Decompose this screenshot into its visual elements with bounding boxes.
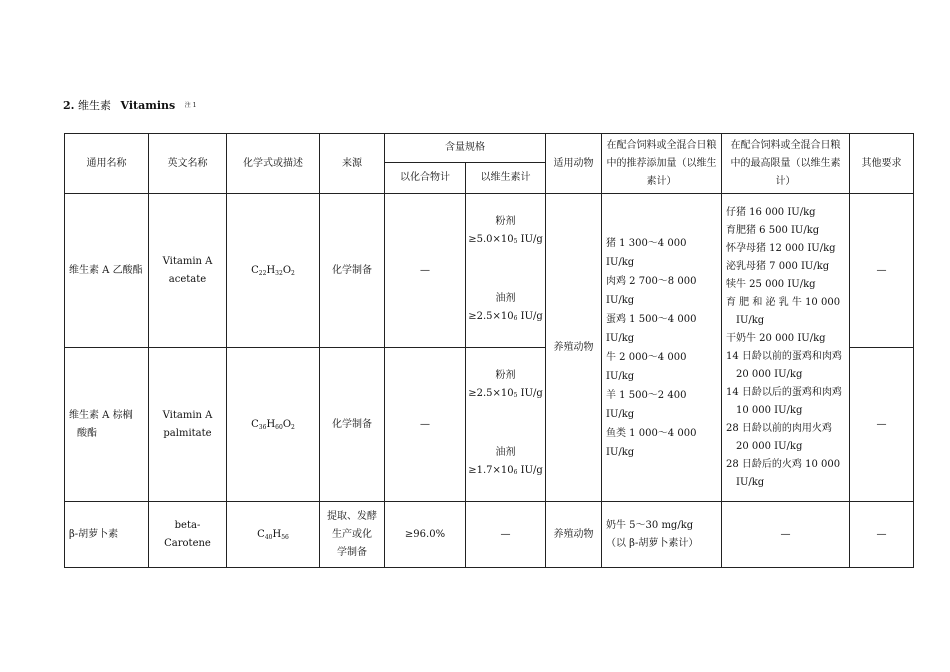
powder-exponent: 5 (513, 238, 518, 246)
dose-item: 鱼类 1 000～4 000 IU/kg (606, 427, 697, 458)
oil-unit: IU/g (517, 464, 543, 476)
powder-value: ≥2.5×10 (468, 388, 514, 400)
limit-item: 泌乳母猪 7 000 IU/kg (726, 260, 830, 272)
vitamin-content-cell (466, 194, 546, 348)
header-as-vitamin: 以维生素计 (466, 163, 546, 194)
dose-item: 肉鸡 2 700～8 000 IU/kg (606, 275, 697, 306)
other-cell: — (850, 194, 914, 348)
limit-item: 20 000 IU/kg (736, 440, 803, 452)
en-name-line-2: palmitate (163, 427, 212, 439)
dose-item: 牛 2 000～4 000 IU/kg (606, 351, 687, 382)
section-note: 注 1 (184, 102, 197, 109)
formula-o-sub: 2 (291, 423, 295, 431)
cn-name-cell: 维生素 A 乙酸酯 (65, 194, 149, 348)
en-name-cell: beta-Carotene (149, 502, 227, 568)
compound-cell: — (385, 194, 466, 348)
oil-unit: IU/g (517, 310, 543, 322)
en-name-line-1: Vitamin A (162, 409, 213, 421)
vitamin-a-doses-cell (602, 194, 722, 502)
dose-cell (602, 502, 722, 568)
compound-cell: ≥96.0% (385, 502, 466, 568)
limit-cell: — (722, 502, 850, 568)
header-max-limit: 在配合饲料或全混合日粮中的最高限量（以维生素计） (722, 134, 850, 194)
section-title-en: Vitamins (120, 99, 176, 112)
formula-h-sub: 60 (275, 423, 283, 431)
formula-h: H (266, 264, 276, 276)
source-line-3: 学制备 (337, 546, 367, 558)
source-line-2: 生产或化 (332, 528, 372, 540)
vitamin-content-cell (466, 348, 546, 502)
formula-h: H (272, 528, 282, 540)
vitamin-content-cell: — (466, 502, 546, 568)
formula-h: H (266, 418, 276, 430)
source-cell: 化学制备 (320, 348, 385, 502)
source-cell (320, 502, 385, 568)
formula-o: O (282, 418, 292, 430)
animals-cell: 养殖动物 (546, 502, 602, 568)
section-number: 2. (63, 99, 75, 112)
limit-item: IU/kg (736, 476, 765, 488)
en-name-line-1: Vitamin A (162, 255, 213, 267)
formula-h-sub: 32 (275, 269, 283, 277)
powder-label: 粉剂 (495, 370, 516, 382)
limit-item: 怀孕母猪 12 000 IU/kg (726, 242, 836, 254)
powder-exponent: 5 (513, 392, 518, 400)
header-as-compound: 以化合物计 (385, 163, 466, 194)
limit-item: 28 日龄后的火鸡 10 000 (726, 458, 841, 470)
section-title-cn: 维生素 (77, 99, 111, 112)
header-source: 来源 (320, 134, 385, 194)
powder-spec (466, 231, 545, 251)
formula-h-sub: 56 (281, 533, 289, 541)
dose-item: 猪 1 300～4 000 IU/kg (606, 237, 687, 268)
limit-item: 14 日龄以后的蛋鸡和肉鸡 (726, 386, 842, 398)
dose-item: 蛋鸡 1 500～4 000 IU/kg (606, 313, 697, 344)
source-cell: 化学制备 (320, 194, 385, 348)
limit-item: 20 000 IU/kg (736, 368, 803, 380)
cn-name-line-1: 维生素 A 棕榈 (69, 409, 133, 421)
oil-exponent: 6 (513, 468, 518, 476)
source-line-1: 提取、发酵 (327, 510, 377, 522)
header-recommended: 在配合饲料或全混合日粮中的推荐添加量（以维生素计） (602, 134, 722, 194)
limit-item: 犊牛 25 000 IU/kg (726, 278, 816, 290)
cn-name-line-2: 酸酯 (77, 427, 97, 439)
formula-c-sub: 36 (258, 423, 267, 431)
dose-item: 羊 1 500～2 400 IU/kg (606, 389, 687, 420)
vitamin-a-limits-cell (722, 194, 850, 502)
other-cell: — (850, 502, 914, 568)
oil-label: 油剂 (495, 446, 516, 458)
en-name-line-2: acetate (168, 273, 207, 285)
dose-line-1: 奶牛 5～30 mg/kg (606, 519, 694, 531)
cn-name-cell: β-胡萝卜素 (65, 502, 149, 568)
formula-c: C (251, 418, 259, 430)
section-heading (63, 99, 196, 113)
header-row-1 (65, 134, 914, 163)
formula-o: O (282, 264, 292, 276)
powder-spec (466, 385, 545, 405)
formula-cell (227, 348, 320, 502)
cn-name-cell (65, 348, 149, 502)
header-animals: 适用动物 (546, 134, 602, 194)
powder-unit: IU/g (517, 234, 543, 246)
formula-c: C (251, 264, 259, 276)
compound-cell: — (385, 348, 466, 502)
vitamin-spec-table (64, 133, 914, 568)
en-name-cell (149, 348, 227, 502)
en-name-cell (149, 194, 227, 348)
limit-item: 28 日龄以前的肉用火鸡 (726, 422, 832, 434)
header-formula: 化学式或描述 (227, 134, 320, 194)
powder-label: 粉剂 (495, 216, 516, 228)
dose-line-2: （以 β-胡萝卜素计） (606, 537, 699, 549)
header-common-name: 通用名称 (65, 134, 149, 194)
limit-item: IU/kg (736, 314, 765, 326)
oil-label: 油剂 (495, 292, 516, 304)
formula-cell (227, 194, 320, 348)
powder-unit: IU/g (517, 388, 543, 400)
header-other: 其他要求 (850, 134, 914, 194)
oil-value: ≥2.5×10 (468, 310, 514, 322)
row-vitamin-a-acetate (65, 194, 914, 348)
formula-c-sub: 40 (264, 533, 273, 541)
formula-c: C (257, 528, 265, 540)
limit-item: 10 000 IU/kg (736, 404, 803, 416)
header-content-spec: 含量规格 (385, 134, 546, 163)
limit-item: 干奶牛 20 000 IU/kg (726, 332, 826, 344)
oil-spec (466, 462, 545, 482)
limit-item: 育肥猪 6 500 IU/kg (726, 224, 820, 236)
header-english-name: 英文名称 (149, 134, 227, 194)
limit-item: 14 日龄以前的蛋鸡和肉鸡 (726, 350, 842, 362)
oil-value: ≥1.7×10 (468, 464, 514, 476)
oil-exponent: 6 (513, 314, 518, 322)
formula-cell (227, 502, 320, 568)
limit-item: 育 肥 和 泌 乳 牛 10 000 (726, 296, 841, 308)
row-beta-carotene (65, 502, 914, 568)
formula-c-sub: 22 (258, 269, 267, 277)
other-cell: — (850, 348, 914, 502)
limit-item: 仔猪 16 000 IU/kg (726, 206, 816, 218)
powder-value: ≥5.0×10 (468, 234, 514, 246)
formula-o-sub: 2 (291, 269, 295, 277)
oil-spec (466, 308, 545, 328)
vitamin-a-animals-cell: 养殖动物 (546, 194, 602, 502)
